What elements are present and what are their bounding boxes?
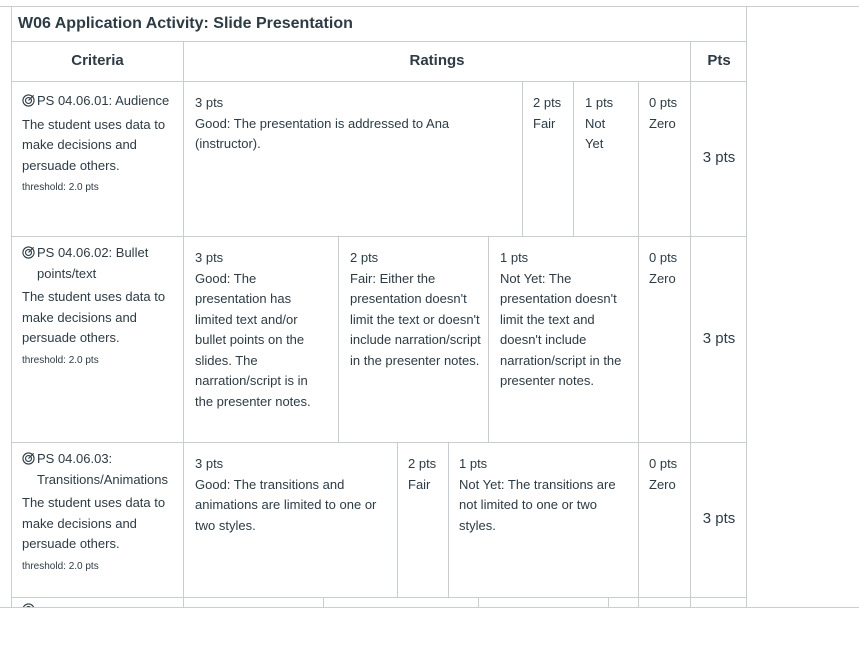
rating-description: Good: The presentation has limited text and/or bullet points on the slides. The narration/script is in the presenter notes. (195, 270, 311, 409)
rating-points: 2 pts (408, 456, 437, 471)
criterion-2 (22, 243, 182, 371)
criterion-description: The student uses data to make decisions and persuade others. (22, 116, 166, 173)
rating-cell (459, 454, 631, 536)
criterion-score: 3 pts (702, 510, 736, 527)
criterion-1 (22, 91, 182, 199)
rating-description: Not Yet (585, 115, 606, 151)
bottom-border (0, 607, 859, 608)
rubric-table (11, 7, 747, 607)
criterion-threshold: threshold: 2.0 pts (22, 354, 99, 366)
criterion-name: PS 04.06.01: Audience (37, 93, 170, 108)
rating-points: 1 pts (585, 95, 614, 110)
rating-cell (195, 248, 325, 412)
rating-cell (649, 454, 689, 495)
rating-points: 0 pts (649, 456, 678, 471)
rating-cell (649, 248, 689, 289)
rating-points: 3 pts (195, 456, 224, 471)
rating-points: 1 pts (500, 250, 529, 265)
rating-description: Fair: Either the presentation doesn't limit the text or doesn't include narration/script in the presenter notes. (350, 270, 481, 368)
rating-points: 0 pts (649, 95, 678, 110)
rating-cell (533, 93, 571, 134)
outcome-target-icon (22, 246, 35, 259)
criterion-3 (22, 449, 182, 577)
rating-description: Not Yet: The presentation doesn't limit the text and doesn't include narration/script in the presenter notes. (500, 270, 622, 388)
rating-description: Zero (649, 476, 676, 492)
criteria-header: Criteria (71, 52, 124, 69)
rating-cell (350, 248, 482, 371)
rating-description: Good: The transitions and animations are limited to one or two styles. (195, 476, 377, 533)
outcome-target-icon (22, 452, 35, 465)
criterion-name: PS 04.06.02: Bullet points/text (37, 245, 149, 281)
rubric-title: W06 Application Activity: Slide Presentation (18, 15, 353, 32)
outcome-target-icon (22, 94, 35, 107)
rating-cell (585, 93, 633, 155)
criterion-name: PS 04.06.03: Transitions/Animations (37, 451, 169, 487)
rating-points: 0 pts (649, 250, 678, 265)
rating-points: 2 pts (533, 95, 562, 110)
rating-description: Not Yet: The transitions are not limited to one or two styles. (459, 476, 616, 533)
criterion-threshold: threshold: 2.0 pts (22, 560, 99, 572)
rating-description: Zero (649, 270, 676, 286)
rating-description: Fair (533, 115, 556, 131)
rating-points: 3 pts (195, 250, 224, 265)
rating-cell (195, 93, 515, 155)
rating-description: Fair (408, 476, 431, 492)
criterion-score: 3 pts (702, 149, 736, 166)
rating-description: Good: The presentation is addressed to Ana (instructor). (195, 115, 450, 151)
outcome-target-icon (22, 603, 35, 607)
criterion-threshold: threshold: 2.0 pts (22, 182, 99, 193)
rating-cell (195, 454, 393, 536)
criterion-description: The student uses data to make decisions and persuade others. (22, 289, 166, 345)
rating-cell (408, 454, 446, 495)
rating-cell (649, 93, 689, 134)
rating-description: Zero (649, 115, 676, 131)
rating-points: 2 pts (350, 250, 379, 265)
rating-points: 1 pts (459, 456, 488, 471)
ratings-header: Ratings (409, 52, 465, 69)
rating-points: 3 pts (195, 95, 224, 110)
rating-cell (500, 248, 630, 392)
criterion-description: The student uses data to make decisions and persuade others. (22, 495, 166, 551)
pts-header: Pts (707, 52, 731, 69)
criterion-score: 3 pts (702, 330, 736, 347)
